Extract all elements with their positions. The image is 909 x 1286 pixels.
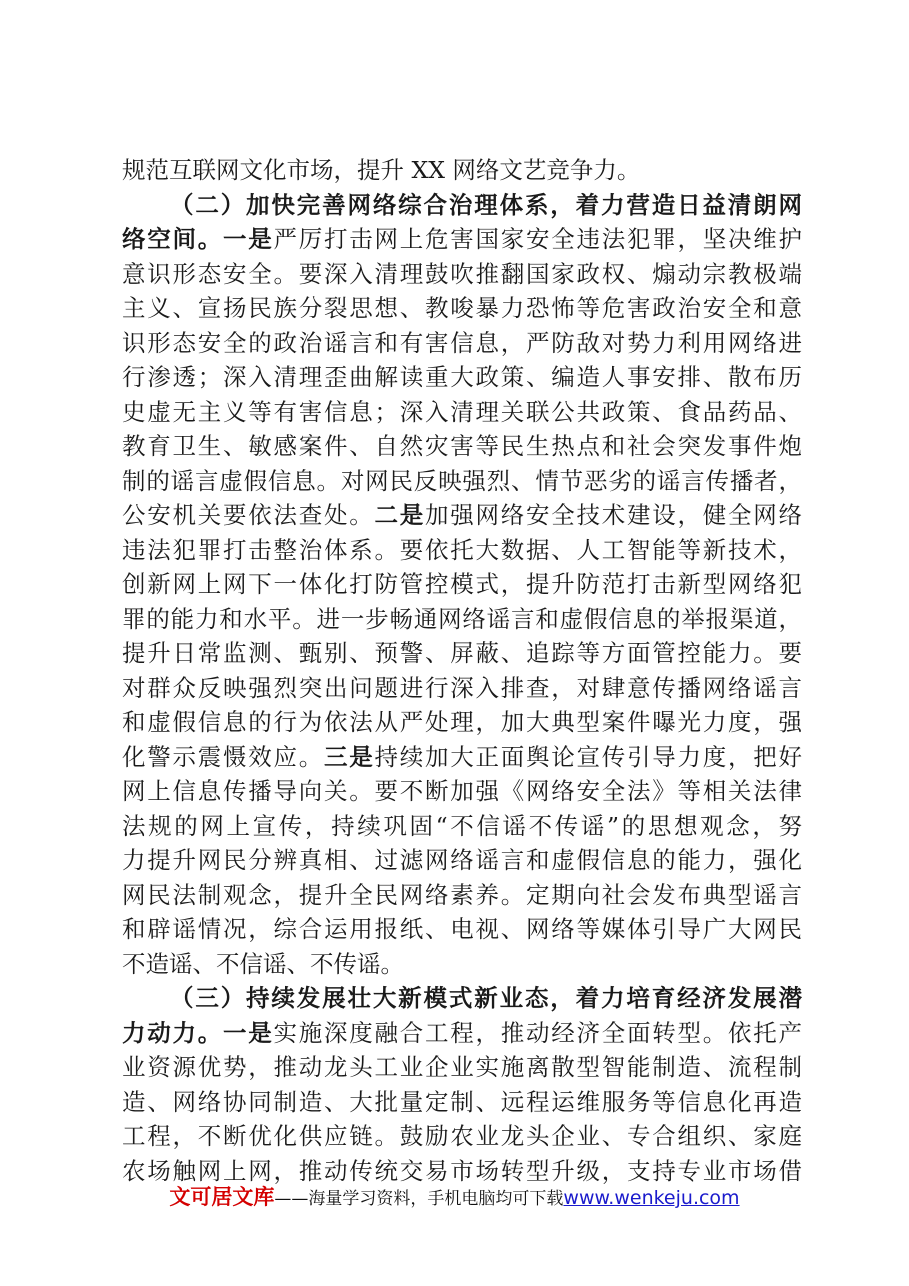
text-line — [122, 568, 802, 600]
text-segment: 对群众反映强烈突出问题进行深入排查，对肆意传播网络谣言 — [122, 673, 802, 702]
text-line — [170, 189, 802, 221]
text-line — [122, 430, 802, 462]
text-segment: 造、网络协同制造、大批量定制、远程运维服务等信息化再造 — [122, 1087, 802, 1116]
text-line — [122, 292, 802, 324]
bold-text-segment: 络空间。一是 — [122, 225, 274, 253]
text-line — [122, 1017, 802, 1049]
text-segment: 规范互联网文化市场，提升 XX 网络文艺竞争力。 — [122, 156, 641, 184]
text-line — [122, 672, 802, 704]
text-line — [122, 948, 802, 980]
text-segment: 和辟谣情况，综合运用报纸、电视、网络等媒体引导广大网民 — [122, 915, 802, 943]
text-segment: 网上信息传播导向关。要不断加强《网络安全法》等相关法律 — [122, 777, 802, 805]
text-segment: 意识形态安全。要深入清理鼓吹推翻国家政权、煽动宗教极端 — [122, 259, 802, 288]
text-segment: 力提升网民分辨真相、过滤网络谣言和虚假信息的能力，强化 — [122, 846, 802, 874]
text-segment: 法规的网上宣传，持续巩固“不信谣不传谣”的思想观念，努 — [122, 811, 802, 840]
text-segment: 识形态安全的政治谣言和有害信息，严防敌对势力利用网络进 — [122, 328, 802, 357]
text-segment: 实施深度融合工程，推动经济全面转型。依托产 — [273, 1018, 802, 1047]
text-line — [122, 534, 802, 566]
text-line — [122, 361, 802, 393]
text-line — [122, 465, 802, 497]
text-line — [122, 844, 802, 876]
text-line — [122, 396, 802, 428]
text-line — [122, 499, 802, 531]
text-segment: 制的谣言虚假信息。对网民反映强烈、情节恶劣的谣言传播者， — [122, 466, 802, 495]
text-line — [122, 637, 802, 669]
footer-site-link[interactable]: www.wenkeju.com — [563, 1187, 740, 1209]
text-segment: 教育卫生、敏感案件、自然灾害等民生热点和社会突发事件炮 — [122, 432, 802, 460]
text-line — [122, 913, 802, 945]
text-segment: 化警示震慑效应。 — [122, 742, 324, 771]
text-segment: 严厉打击网上危害国家安全违法犯罪，坚决维护 — [273, 225, 802, 253]
text-segment: 不造谣、不信谣、不传谣。 — [122, 949, 404, 978]
text-segment: 业资源优势，推动龙头工业企业实施离散型智能制造、流程制 — [122, 1053, 802, 1081]
bold-text-segment: （三）持续发展壮大新模式新业态，着力培育经济发展潜 — [170, 984, 802, 1012]
text-line — [122, 741, 802, 773]
text-segment: 违法犯罪打击整治体系。要依托大数据、人工智能等新技术， — [122, 535, 802, 564]
text-segment: 罪的能力和水平。进一步畅通网络谣言和虚假信息的举报渠道， — [122, 604, 802, 633]
text-line — [122, 775, 802, 807]
text-line — [122, 154, 802, 186]
text-line — [122, 1086, 802, 1118]
text-segment: 持续加大正面舆论宣传引导力度，把好 — [374, 742, 802, 771]
footer-banner — [0, 1181, 909, 1215]
text-segment: 史虚无主义等有害信息；深入清理关联公共政策、食品药品、 — [122, 397, 802, 426]
text-line — [170, 982, 802, 1014]
text-segment: 网民法制观念，提升全民网络素养。定期向社会发布典型谣言 — [122, 880, 802, 909]
text-segment: 创新网上网下一体化打防管控模式，提升防范打击新型网络犯 — [122, 570, 802, 598]
text-segment: 公安机关要依法查处。 — [122, 501, 375, 529]
footer-tagline: ——海量学习资料，手机电脑均可下载 — [274, 1189, 564, 1209]
footer-brand: 文可居文库 — [169, 1185, 275, 1209]
text-line — [122, 1120, 802, 1152]
bold-text-segment: 力动力。一是 — [122, 1018, 274, 1047]
text-line — [122, 706, 802, 738]
text-line — [122, 810, 802, 842]
bold-text-segment: 三是 — [324, 742, 375, 771]
text-segment: 加强网络安全技术建设，健全网络 — [425, 501, 802, 529]
text-segment: 主义、宣扬民族分裂思想、教唆暴力恐怖等危害政治安全和意 — [122, 294, 802, 322]
text-line — [122, 223, 802, 255]
text-segment: 行渗透；深入清理歪曲解读重大政策、编造人事安排、散布历 — [122, 363, 802, 391]
text-segment: 和虚假信息的行为依法从严处理，加大典型案件曝光力度，强 — [122, 708, 802, 736]
text-segment: 工程，不断优化供应链。鼓励农业龙头企业、专合组织、家庭 — [122, 1122, 802, 1150]
text-line — [122, 1051, 802, 1083]
bold-text-segment: （二）加快完善网络综合治理体系，着力营造日益清朗网 — [170, 190, 802, 219]
text-line — [122, 327, 802, 359]
text-line — [122, 603, 802, 635]
bold-text-segment: 二是 — [374, 501, 425, 529]
text-line — [122, 879, 802, 911]
text-segment: 农场触网上网，推动传统交易市场转型升级，支持专业市场借 — [122, 1156, 802, 1185]
text-line — [122, 258, 802, 290]
text-segment: 提升日常监测、甄别、预警、屏蔽、追踪等方面管控能力。要 — [122, 639, 802, 667]
